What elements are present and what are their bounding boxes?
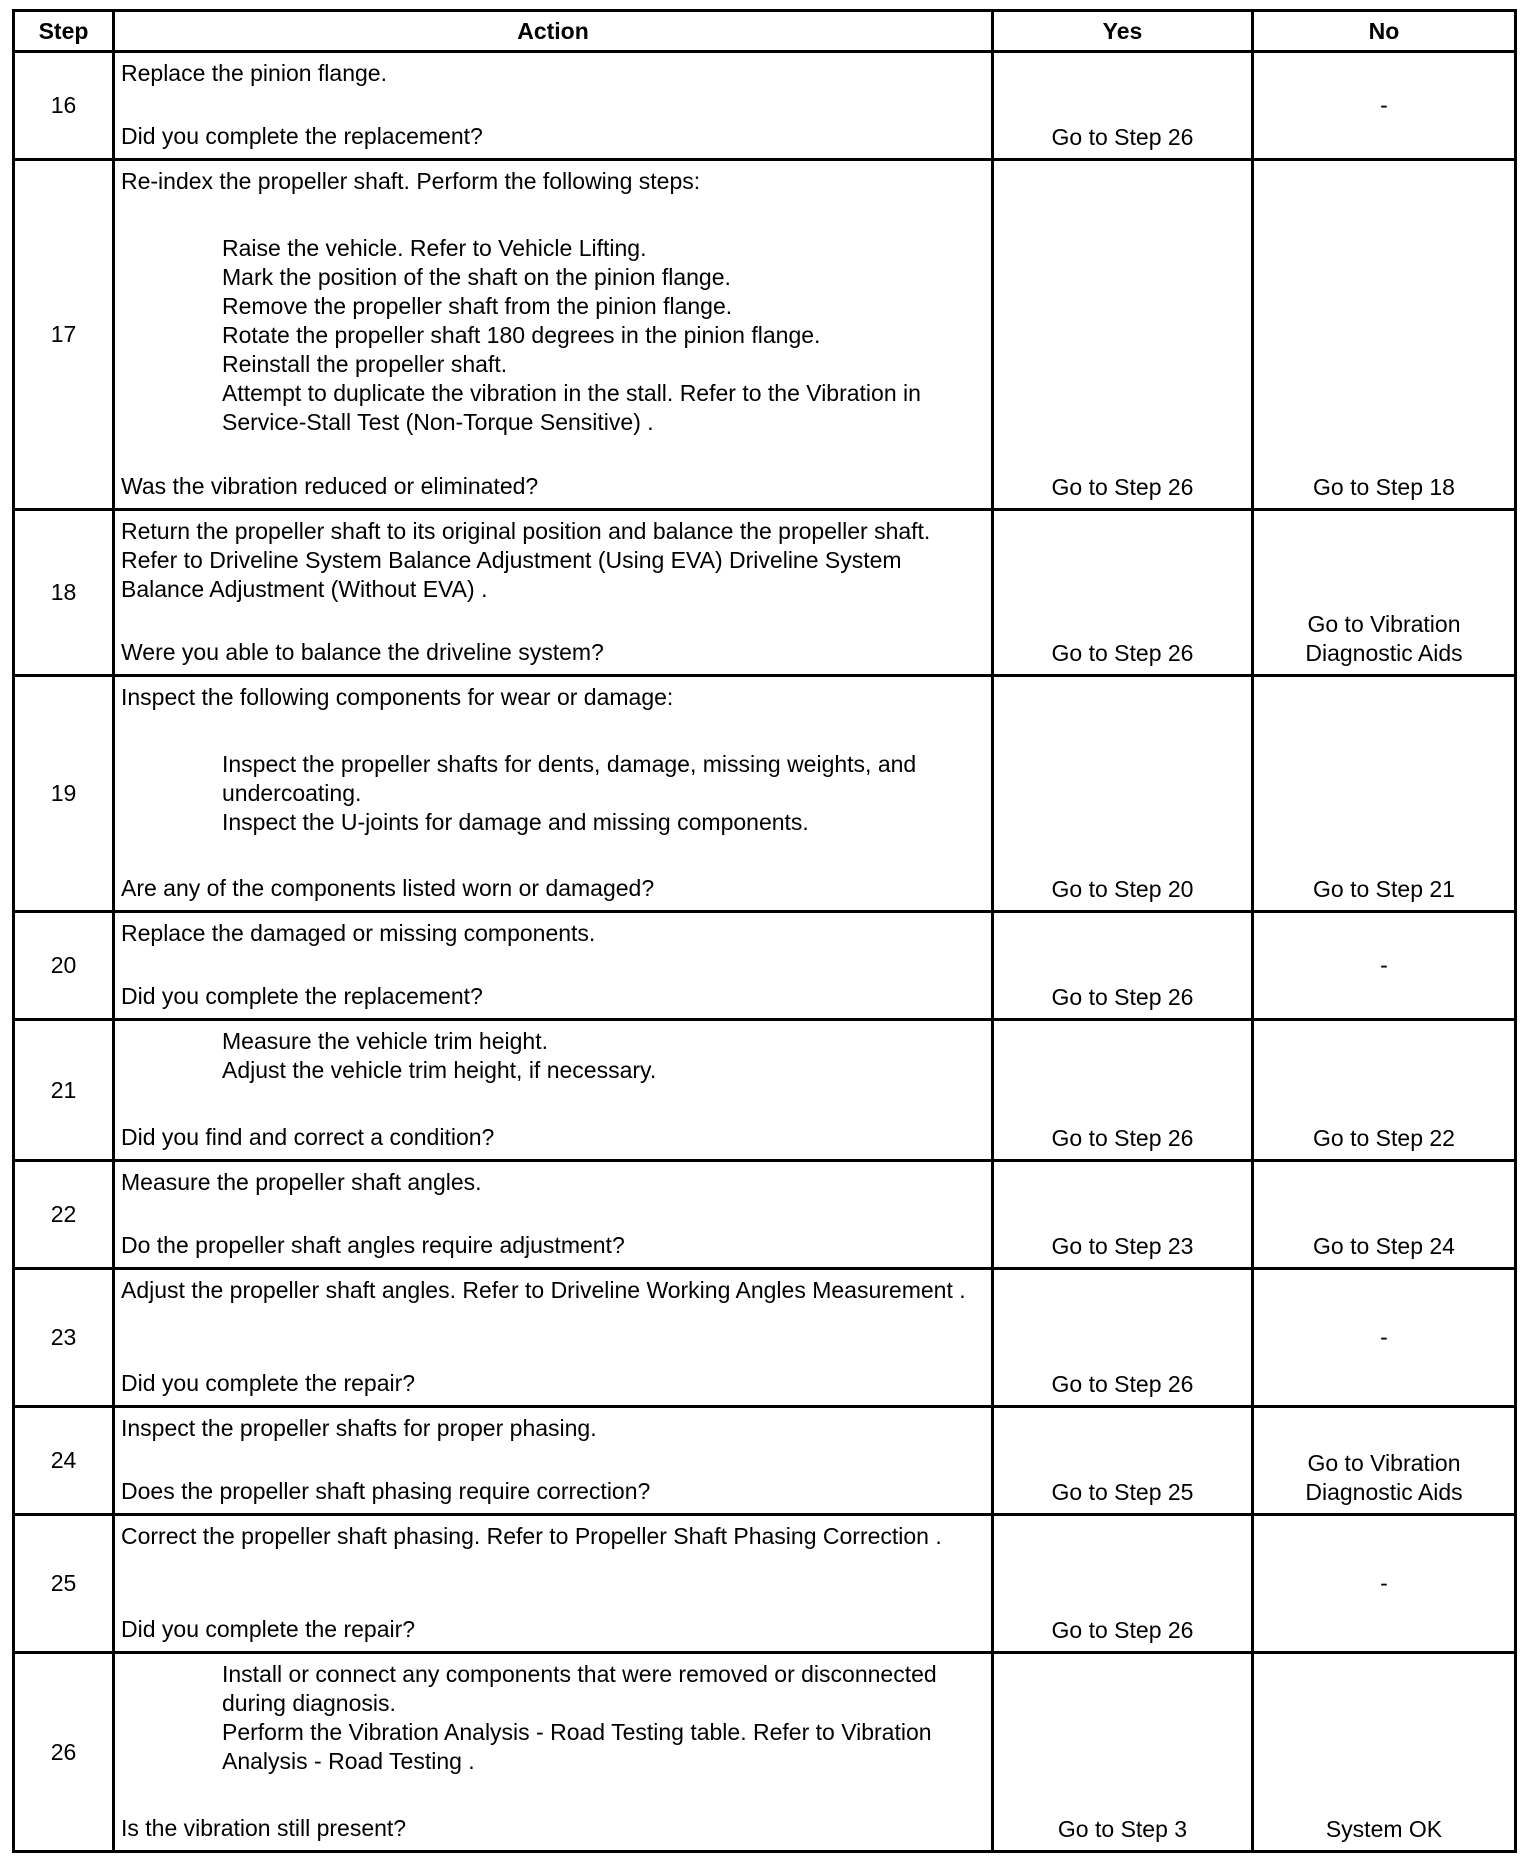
step-number: 21 (14, 1020, 114, 1161)
step-number: 19 (14, 676, 114, 912)
step-number: 23 (14, 1269, 114, 1407)
action-cell (114, 1653, 993, 1852)
table-row (14, 1020, 1516, 1161)
table-row (14, 52, 1516, 160)
step-number: 16 (14, 52, 114, 160)
action-step-list (121, 1027, 983, 1085)
action-list-item: Mark the position of the shaft on the pinion flange. (222, 264, 731, 290)
action-content (115, 1021, 991, 1159)
no-outcome: - (1253, 1515, 1516, 1653)
yes-outcome: Go to Step 26 (993, 1020, 1253, 1161)
table-row (14, 1161, 1516, 1269)
table-header (14, 11, 1516, 52)
header-row (14, 11, 1516, 52)
action-list-item: Raise the vehicle. Refer to Vehicle Lifting. (222, 235, 647, 261)
table-row (14, 912, 1516, 1020)
action-intro: Adjust the propeller shaft angles. Refer to Driveline Working Angles Measurement . (121, 1277, 966, 1303)
action-instructions (121, 1660, 983, 1776)
header-action: Action (114, 11, 993, 52)
header-step: Step (14, 11, 114, 52)
action-list-item: Inspect the U-joints for damage and missing components. (222, 809, 809, 835)
action-instructions (121, 1522, 983, 1551)
header-yes: Yes (993, 11, 1253, 52)
step-number: 20 (14, 912, 114, 1020)
table-row (14, 676, 1516, 912)
action-content (115, 1408, 991, 1513)
no-outcome: - (1253, 52, 1516, 160)
action-intro: Measure the propeller shaft angles. (121, 1169, 482, 1195)
yes-outcome: Go to Step 26 (993, 160, 1253, 510)
action-content (115, 1162, 991, 1267)
action-question: Did you complete the replacement? (121, 123, 483, 149)
step-number: 25 (14, 1515, 114, 1653)
no-outcome: Go to Vibration Diagnostic Aids (1253, 510, 1516, 676)
action-list-item: Attempt to duplicate the vibration in the stall. Refer to the Vibration in Service-Stall Test (Non-Torque Sensitive) . (222, 380, 921, 435)
yes-outcome: Go to Step 26 (993, 52, 1253, 160)
yes-outcome: Go to Step 26 (993, 912, 1253, 1020)
action-list-item: Install or connect any components that were removed or disconnected during diagnosis. (222, 1661, 937, 1716)
action-cell (114, 510, 993, 676)
action-step-list (121, 750, 983, 837)
no-outcome: Go to Step 21 (1253, 676, 1516, 912)
no-outcome: System OK (1253, 1653, 1516, 1852)
action-cell (114, 160, 993, 510)
yes-outcome: Go to Step 26 (993, 1515, 1253, 1653)
action-content (115, 677, 991, 910)
action-intro: Return the propeller shaft to its original position and balance the propeller shaft. Refer to Driveline System Balance Adjustment (Using EVA) Driveline System Balance Adjustment (Without EVA) . (121, 518, 931, 602)
yes-outcome: Go to Step 3 (993, 1653, 1253, 1852)
action-list-item: Measure the vehicle trim height. (222, 1028, 548, 1054)
action-question: Does the propeller shaft phasing require correction? (121, 1478, 651, 1504)
yes-outcome: Go to Step 25 (993, 1407, 1253, 1515)
action-cell (114, 1269, 993, 1407)
action-question: Was the vibration reduced or eliminated? (121, 473, 539, 499)
action-list-item: Inspect the propeller shafts for dents, damage, missing weights, and undercoating. (222, 751, 917, 806)
table-row (14, 1653, 1516, 1852)
table-row (14, 510, 1516, 676)
action-instructions (121, 167, 983, 437)
action-instructions (121, 919, 983, 948)
action-intro: Re-index the propeller shaft. Perform the following steps: (121, 168, 701, 194)
action-cell (114, 912, 993, 1020)
action-content (115, 1270, 991, 1405)
yes-outcome: Go to Step 26 (993, 1269, 1253, 1407)
action-list-item: Rotate the propeller shaft 180 degrees in the pinion flange. (222, 322, 821, 348)
action-intro: Correct the propeller shaft phasing. Refer to Propeller Shaft Phasing Correction . (121, 1523, 942, 1549)
action-instructions (121, 1414, 983, 1443)
step-number: 24 (14, 1407, 114, 1515)
no-outcome: Go to Step 18 (1253, 160, 1516, 510)
action-cell (114, 1515, 993, 1653)
action-list-item: Reinstall the propeller shaft. (222, 351, 508, 377)
action-list-item: Remove the propeller shaft from the pinion flange. (222, 293, 733, 319)
action-intro: Replace the damaged or missing components. (121, 920, 596, 946)
action-content (115, 53, 991, 158)
action-intro: Inspect the following components for wear or damage: (121, 684, 674, 710)
action-instructions (121, 1168, 983, 1197)
action-cell (114, 1161, 993, 1269)
table-row (14, 160, 1516, 510)
no-outcome: Go to Step 22 (1253, 1020, 1516, 1161)
no-outcome: Go to Vibration Diagnostic Aids (1253, 1407, 1516, 1515)
action-cell (114, 52, 993, 160)
no-outcome: Go to Step 24 (1253, 1161, 1516, 1269)
action-content (115, 1654, 991, 1850)
table-body (14, 52, 1516, 1852)
action-instructions (121, 683, 983, 837)
action-question: Do the propeller shaft angles require adjustment? (121, 1232, 625, 1258)
action-cell (114, 1020, 993, 1161)
action-question: Did you complete the repair? (121, 1370, 416, 1396)
yes-outcome: Go to Step 20 (993, 676, 1253, 912)
action-content (115, 913, 991, 1018)
step-number: 22 (14, 1161, 114, 1269)
action-content (115, 161, 991, 508)
action-intro: Replace the pinion flange. (121, 60, 387, 86)
action-question: Did you find and correct a condition? (121, 1124, 495, 1150)
action-instructions (121, 1027, 983, 1085)
action-cell (114, 676, 993, 912)
action-instructions (121, 517, 983, 604)
step-number: 18 (14, 510, 114, 676)
action-step-list (121, 1660, 983, 1776)
action-list-item: Adjust the vehicle trim height, if necessary. (222, 1057, 657, 1083)
action-question: Is the vibration still present? (121, 1815, 407, 1841)
action-content (115, 511, 991, 674)
action-list-item: Perform the Vibration Analysis - Road Testing table. Refer to Vibration Analysis - Road Testing . (222, 1719, 932, 1774)
action-step-list (121, 234, 983, 437)
action-question: Did you complete the replacement? (121, 983, 483, 1009)
action-question: Did you complete the repair? (121, 1616, 416, 1642)
yes-outcome: Go to Step 26 (993, 510, 1253, 676)
action-cell (114, 1407, 993, 1515)
action-question: Were you able to balance the driveline system? (121, 639, 604, 665)
no-outcome: - (1253, 1269, 1516, 1407)
action-content (115, 1516, 991, 1651)
action-intro: Inspect the propeller shafts for proper phasing. (121, 1415, 597, 1441)
action-instructions (121, 59, 983, 88)
table-row (14, 1407, 1516, 1515)
table-row (14, 1269, 1516, 1407)
step-number: 26 (14, 1653, 114, 1852)
no-outcome: - (1253, 912, 1516, 1020)
step-number: 17 (14, 160, 114, 510)
diagnostic-table (12, 9, 1517, 1853)
action-instructions (121, 1276, 983, 1305)
yes-outcome: Go to Step 23 (993, 1161, 1253, 1269)
header-no: No (1253, 11, 1516, 52)
table-row (14, 1515, 1516, 1653)
action-question: Are any of the components listed worn or damaged? (121, 875, 655, 901)
